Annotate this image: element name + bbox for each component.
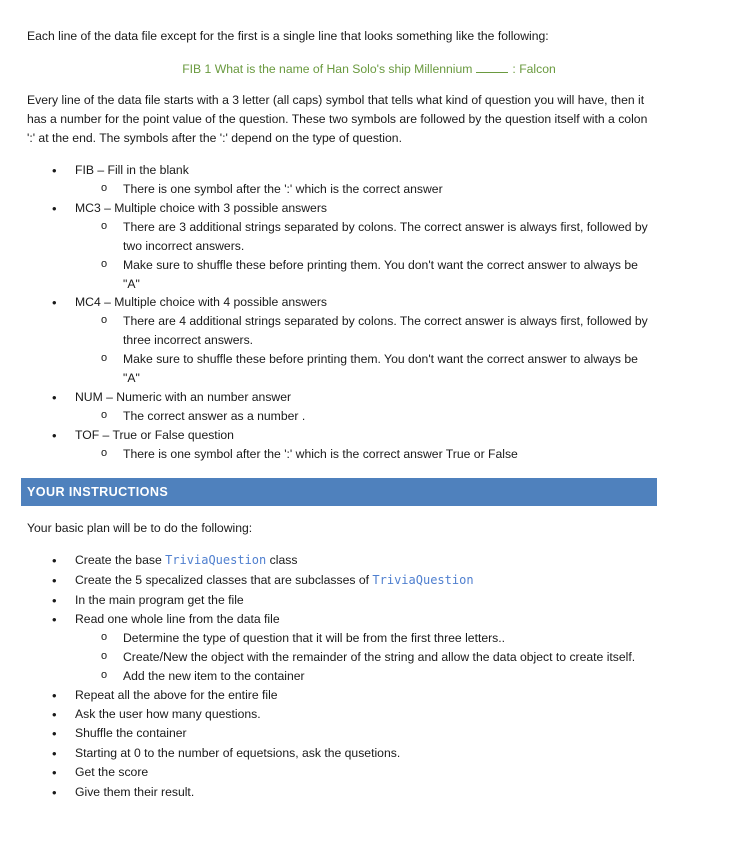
example-blank (476, 62, 508, 73)
plan-create-subclasses (75, 571, 665, 590)
plan-create-base (75, 551, 665, 570)
section-banner: YOUR INSTRUCTIONS (21, 478, 657, 506)
type-mc3-detail-1: o There are 3 additional strings separated by colons. The correct answer is always first, followed by two incorrect answers. (123, 218, 658, 256)
plan-repeat: • Repeat all the above for the entire file (75, 686, 665, 705)
type-mc4-detail-1: o There are 4 additional strings separated by colons. The correct answer is always first, followed by three incorrect answers. (123, 312, 658, 350)
plan-get-file: • In the main program get the file (75, 591, 665, 610)
type-tof: • TOF – True or False question (75, 426, 665, 445)
plan-create-base-suffix: class (266, 553, 298, 567)
example-line (0, 60, 738, 79)
plan-read-line: • Read one whole line from the data file (75, 610, 665, 629)
plan-shuffle: • Shuffle the container (75, 724, 665, 743)
plan-read-sub-1: o Determine the type of question that it will be from the first three letters.. (123, 629, 658, 648)
type-num: • NUM – Numeric with an number answer (75, 388, 665, 407)
plan-ask-count: • Ask the user how many questions. (75, 705, 665, 724)
intro-text: Each line of the data file except for the first is a single line that looks something like the following: (27, 29, 549, 43)
description-text: Every line of the data file starts with a 3 letter (all caps) symbol that tells what kind of question you will have, then it has a number for the point value of the question. These two symbols are followed by the question itself with a colon ':' at the end. The symbols after the ':' depend on the type of question. (27, 93, 648, 145)
type-tof-detail: o There is one symbol after the ':' which is the correct answer True or False (123, 445, 658, 464)
plan-ask-questions: • Starting at 0 to the number of equetsions, ask the qusetions. (75, 744, 665, 763)
type-num-detail: o The correct answer as a number . (123, 407, 658, 426)
type-mc3-detail-2: o Make sure to shuffle these before printing them. You don't want the correct answer to always be "A" (123, 256, 658, 294)
plan-create-base-text: Create the base (75, 553, 166, 567)
type-mc4: • MC4 – Multiple choice with 4 possible answers (75, 293, 665, 312)
type-mc3: • MC3 – Multiple choice with 3 possible answers (75, 199, 665, 218)
class-name-code: TriviaQuestion (372, 573, 474, 587)
class-name-code: TriviaQuestion (165, 553, 267, 567)
example-suffix: : Falcon (512, 62, 556, 76)
plan-intro: Your basic plan will be to do the following: (27, 521, 253, 535)
type-fib: • FIB – Fill in the blank (75, 161, 665, 180)
plan-read-sub-3: o Add the new item to the container (123, 667, 658, 686)
plan-create-sub-text: Create the 5 specalized classes that are subclasses of (75, 573, 373, 587)
plan-give-result: • Give them their result. (75, 783, 665, 802)
plan-get-score: • Get the score (75, 763, 665, 782)
type-fib-detail: o There is one symbol after the ':' which is the correct answer (123, 180, 658, 199)
type-mc4-detail-2: o Make sure to shuffle these before printing them. You don't want the correct answer to always be "A" (123, 350, 658, 388)
example-prefix: FIB 1 What is the name of Han Solo's ship Millennium (182, 62, 473, 76)
plan-read-sub-2: o Create/New the object with the remainder of the string and allow the data object to create itself. (123, 648, 658, 667)
